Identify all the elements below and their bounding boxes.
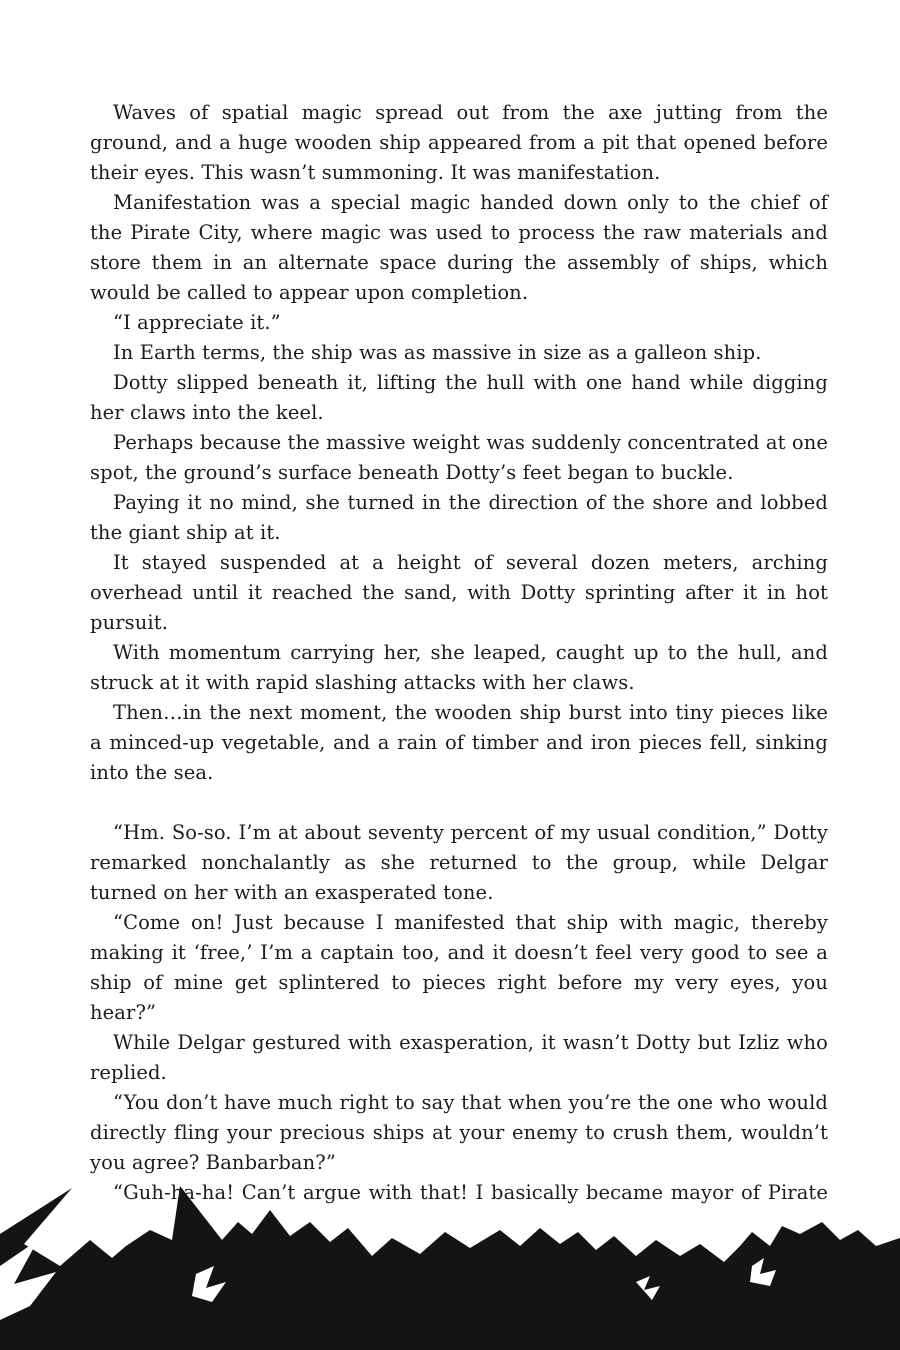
paragraph: Waves of spatial magic spread out from the axe jutting from the ground, and a huge wooden ship appeared from a pit that opened before their eyes. This wasn’t summoning. It was manifestation. — [90, 101, 828, 184]
paragraph: While Delgar gestured with exasperation, it wasn’t Dotty but Izliz who replied. — [90, 1031, 828, 1084]
paragraph: Dotty slipped beneath it, lifting the hull with one hand while digging her claws into the keel. — [90, 371, 828, 424]
paragraph: Manifestation was a special magic handed down only to the chief of the Pirate City, where magic was used to process the raw materials and store them in an alternate space during the assembly of ships, which would be called to appear upon completion. — [90, 191, 828, 304]
paragraph: Perhaps because the massive weight was suddenly concentrated at one spot, the ground’s surface beneath Dotty’s feet began to buckle. — [90, 431, 828, 484]
scene-break — [90, 788, 828, 818]
paragraph: “I appreciate it.” — [113, 311, 281, 334]
paragraph: In Earth terms, the ship was as massive in size as a galleon ship. — [113, 341, 762, 364]
paragraph: With momentum carrying her, she leaped, caught up to the hull, and struck at it with rapid slashing attacks with her claws. — [90, 641, 828, 694]
rock-silhouette-shape — [0, 1186, 900, 1350]
speck — [124, 1250, 132, 1254]
body-text — [90, 98, 828, 1208]
paragraph: “You don’t have much right to say that when you’re the one who would directly fling your precious ships at your enemy to crush them, wouldn’t you agree? Banbarban?” — [90, 1091, 828, 1174]
paragraph: It stayed suspended at a height of several dozen meters, arching overhead until it reached the sand, with Dotty sprinting after it in hot pursuit. — [90, 551, 828, 634]
paragraph: Then…in the next moment, the wooden ship burst into tiny pieces like a minced-up vegetable, and a rain of timber and iron pieces fell, sinking into the sea. — [90, 701, 828, 784]
paragraph: “Hm. So-so. I’m at about seventy percent of my usual condition,” Dotty remarked nonchalantly as she returned to the group, while Delgar turned on her with an exasperated tone. — [90, 821, 828, 904]
paragraph: Paying it no mind, she turned in the direction of the shore and lobbed the giant ship at it. — [90, 491, 828, 544]
paragraph: “Guh-ha-ha! Can’t argue with that! I basically became mayor of Pirate — [113, 1181, 828, 1204]
paragraph: “Come on! Just because I manifested that ship with magic, thereby making it ‘free,’ I’m a captain too, and it doesn’t feel very good to see a ship of mine get splintered to pieces right before my very eyes, you hear?” — [90, 911, 828, 1024]
jagged-rock-silhouette-icon — [0, 1170, 900, 1350]
